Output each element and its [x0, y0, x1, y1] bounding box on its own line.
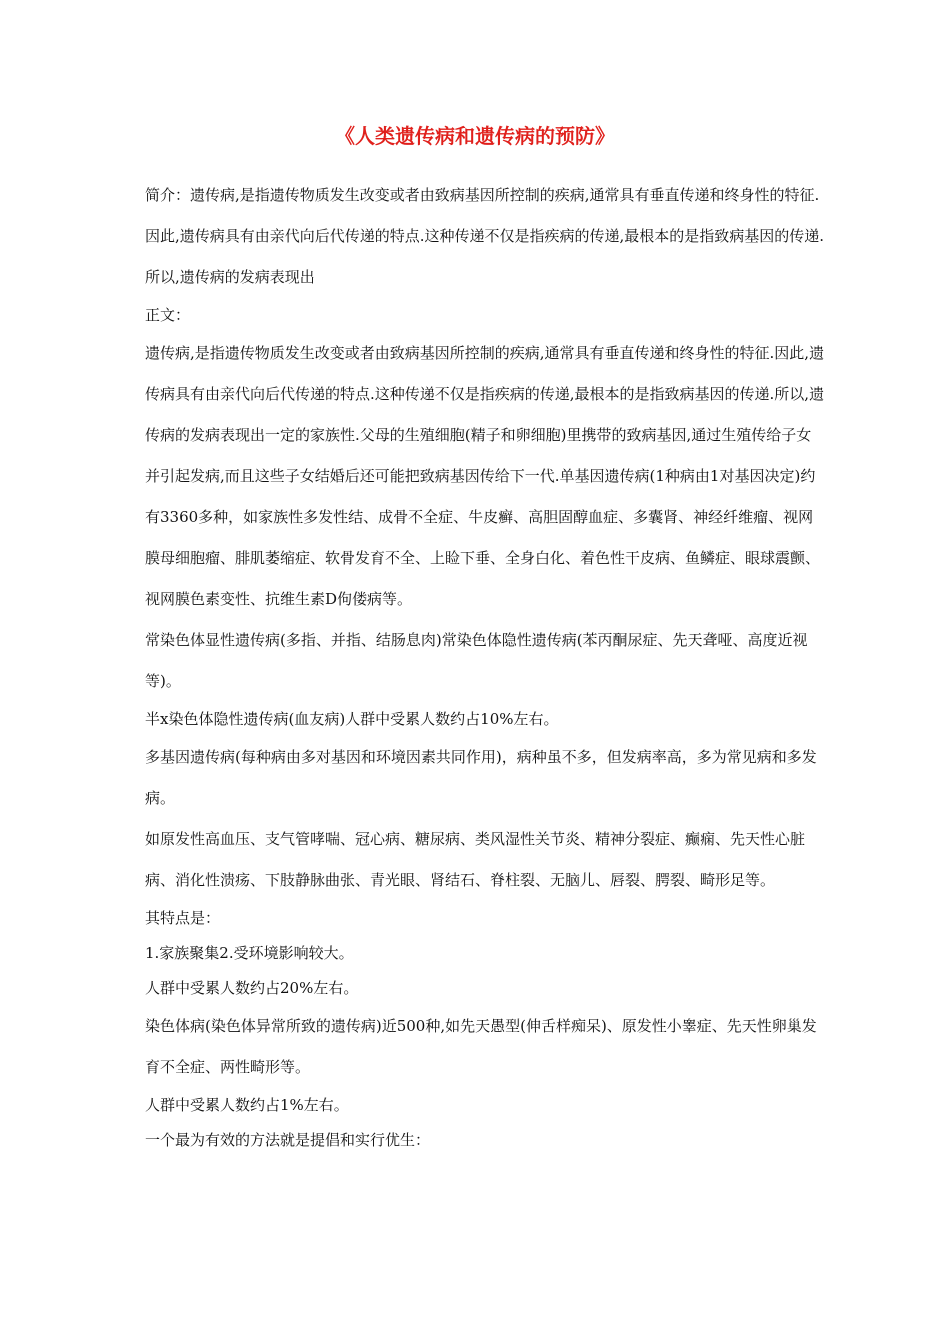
paragraph-eugenics: 一个最为有效的方法就是提倡和实行优生： — [145, 1131, 431, 1149]
paragraph-chromosomal-rate: 人群中受累人数约占1%左右。 — [145, 1096, 349, 1114]
paragraph-features: 1.家族聚集2.受环境影响较大。 — [145, 944, 354, 962]
document-title: 《人类遗传病和遗传病的预防》 — [335, 124, 615, 148]
paragraph-polygenic-examples: 如原发性高血压、支气管哮喘、冠心病、糖尿病、类风湿性关节炎、精神分裂症、癫痫、先天性心脏病、消化性溃疡、下肢静脉曲张、青光眼、肾结石、脊柱裂、无脑儿、唇裂、腭裂、畸形足等。 — [145, 830, 806, 889]
paragraph-body-label: 正文： — [145, 306, 191, 324]
paragraph-main: 遗传病,是指遗传物质发生改变或者由致病基因所控制的疾病,通常具有垂直传递和终身性的特征.因此,遗传病具有由亲代向后代传递的特点.这种传递不仅是指疾病的传递,最根本的是指致病基因的传递.所以,遗传病的发病表现出一定的家族性.父母的生殖细胞(精子和卵细胞)里携带的致病基因,通过生殖传给子女并引起发病,而且这些子女结婚后还可能把致病基因传给下一代.单基因遗传病(1种病由1对基因决定)约有3360多种，如家族性多发性结、成骨不全症、牛皮癣、高胆固醇血症、多囊肾、神经纤维瘤、视网膜母细胞瘤、腓肌萎缩症、软骨发育不全、上睑下垂、全身白化、着色性干皮病、鱼鳞症、眼球震颤、视网膜色素变性、抗维生素D佝偻病等。 — [145, 344, 825, 608]
paragraph-features-label: 其特点是： — [145, 909, 221, 927]
paragraph-intro: 简介：遗传病,是指遗传物质发生改变或者由致病基因所控制的疾病,通常具有垂直传递和终身性的特征.因此,遗传病具有由亲代向后代传递的特点.这种传递不仅是指疾病的传递,最根本的是指致病基因的传递.所以,遗传病的发病表现出 — [145, 186, 825, 286]
paragraph-chromosomal: 染色体病(染色体异常所致的遗传病)近500种,如先天愚型(伸舌样痴呆)、原发性小睾症、先天性卵巢发育不全症、两性畸形等。 — [145, 1017, 817, 1076]
paragraph-polygenic-rate: 人群中受累人数约占20%左右。 — [145, 979, 359, 997]
paragraph-polygenic: 多基因遗传病(每种病由多对基因和环境因素共同作用)，病种虽不多，但发病率高，多为常见病和多发病。 — [145, 748, 817, 807]
paragraph-x-linked: 半x染色体隐性遗传病(血友病)人群中受累人数约占10%左右。 — [145, 710, 559, 728]
document-body — [145, 175, 825, 1158]
paragraph-autosomal: 常染色体显性遗传病(多指、并指、结肠息肉)常染色体隐性遗传病(苯丙酮尿症、先天聋哑、高度近视等)。 — [145, 631, 808, 690]
